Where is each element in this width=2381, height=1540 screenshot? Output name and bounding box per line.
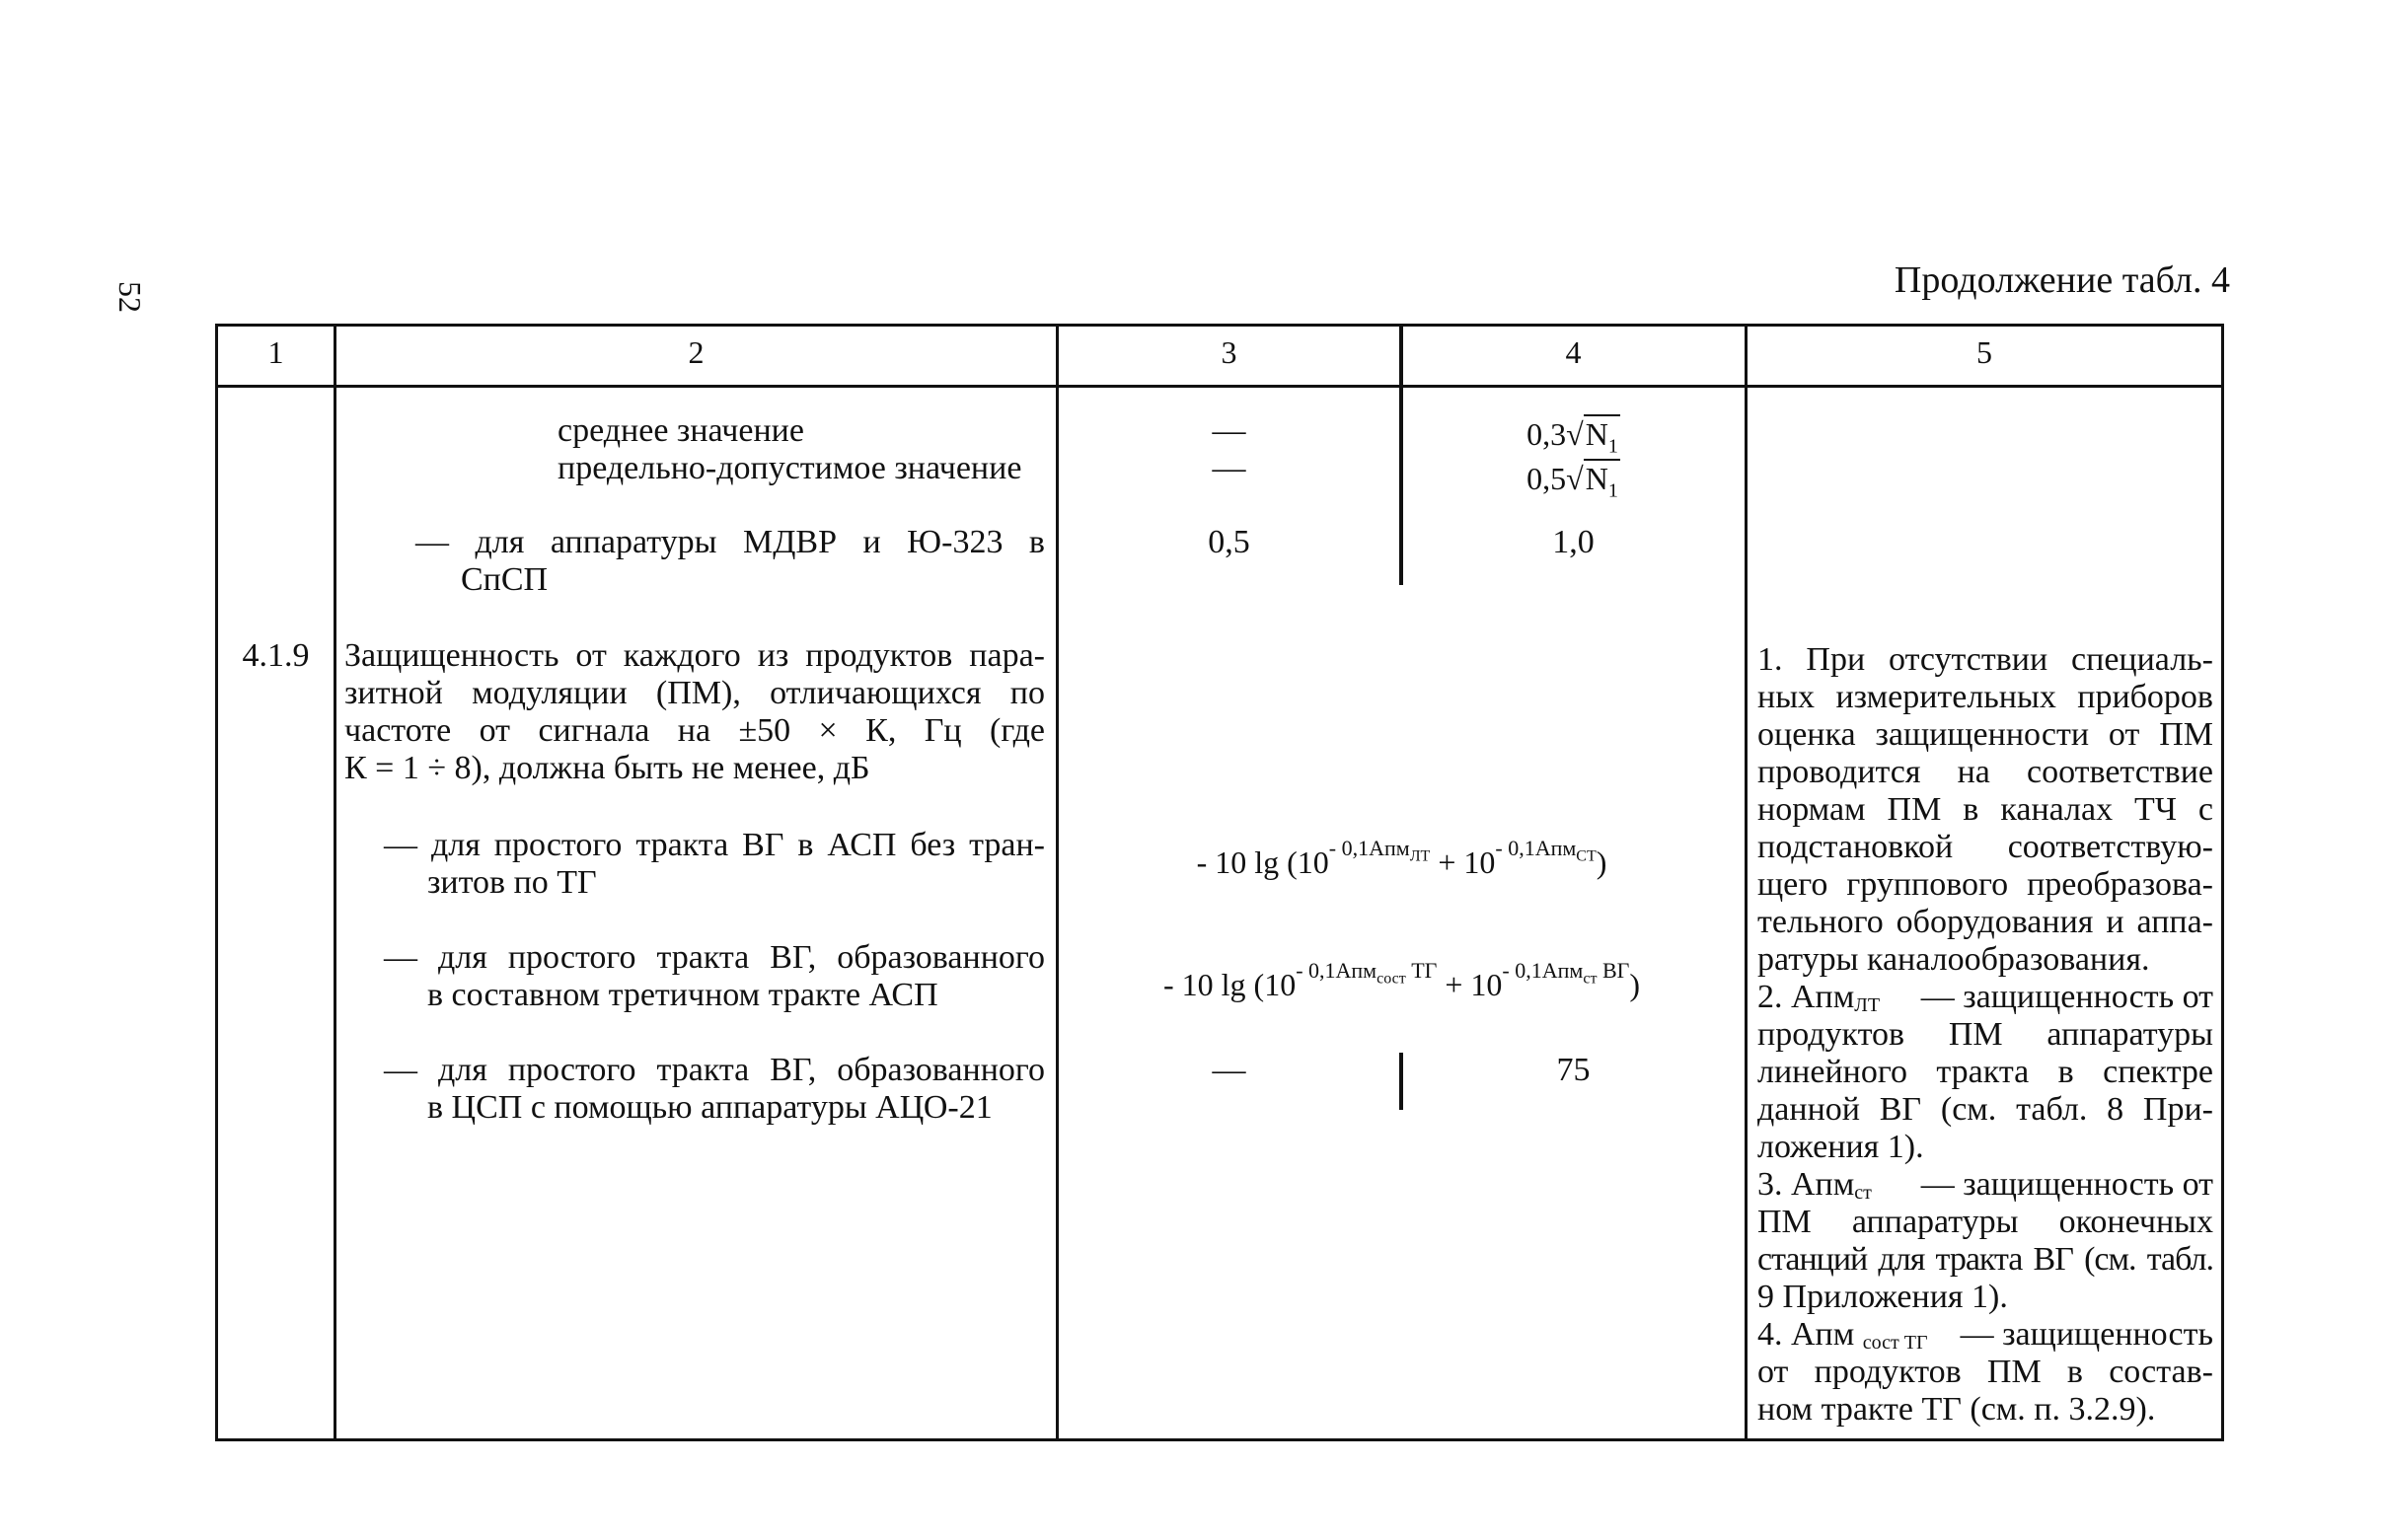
simple-asp-line-2: зитов по ТГ (427, 864, 597, 901)
note-2-head: 2. АпмЛТ — защищенность от (1757, 979, 2213, 1016)
note-1-line: тельного оборудования и аппа- (1757, 904, 2213, 940)
mdvr-col4-value: 1,0 (1552, 524, 1595, 560)
note-4-head: 4. Апм сост ТГ — защищенность (1757, 1316, 2213, 1354)
page-number: 52 (112, 281, 148, 313)
aco-line-2: в ЦСП с помощью аппаратуры АЦО-21 (427, 1089, 993, 1126)
max-allowed-value-col3: — (1212, 450, 1246, 486)
note-1-line: нормам ПМ в каналах ТЧ с (1757, 791, 2213, 828)
column-divider (1745, 327, 1748, 1438)
note-2-line: ложения 1). (1757, 1129, 1924, 1165)
note-1-line: проводится на соответствие (1757, 754, 2213, 790)
aco-col4-value: 75 (1556, 1052, 1591, 1088)
note-1-line: ных измерительных приборов (1757, 679, 2213, 715)
table-4-continuation (215, 324, 2224, 1441)
mdvr-line-2: СпСП (461, 561, 549, 598)
note-3-line: ПМ аппаратуры оконечных (1757, 1204, 2213, 1240)
mdvr-line-1: — для аппаратуры МДВР и Ю-323 в (415, 524, 1045, 560)
note-3-line: 9 Приложения 1). (1757, 1279, 2008, 1315)
table-continuation-title: Продолжение табл. 4 (1894, 259, 2230, 301)
note-1-line: подстановкой соответствую- (1757, 829, 2213, 865)
max-allowed-value-col4: $0,5√N_1$ (1526, 461, 1618, 502)
header-divider (218, 385, 2221, 388)
row-419-desc-line-3: частоте от сигнала на ±50 × К, Гц (где (344, 712, 1045, 749)
note-4-line: ном тракте ТГ (см. п. 3.2.9). (1757, 1391, 2156, 1428)
tertiary-line-2: в составном третичном тракте АСП (427, 977, 938, 1013)
row-419-desc-line-1: Защищенность от каждого из продуктов пара- (344, 637, 1045, 674)
note-1-line: ратуры каналообразования. (1757, 941, 2150, 978)
row-419-desc-line-2: зитной модуляции (ПМ), отличающихся по (344, 675, 1045, 711)
tertiary-line-1: — для простого тракта ВГ, образованного (384, 939, 1045, 976)
note-2-line: данной ВГ (см. табл. 8 При- (1757, 1091, 2213, 1128)
simple-asp-line-1: — для простого тракта ВГ в АСП без тран- (384, 827, 1045, 863)
row-number-4-1-9: 4.1.9 (242, 637, 310, 674)
column-header-1: 1 (267, 334, 284, 370)
note-1-line: щего группового преобразова- (1757, 866, 2213, 903)
note-1-line: оценка защищенности от ПМ (1757, 716, 2213, 753)
mdvr-col3-value: 0,5 (1208, 524, 1250, 560)
column-header-4: 4 (1565, 334, 1582, 370)
note-4-line: от продуктов ПМ в состав- (1757, 1354, 2213, 1390)
note-2-line: продуктов ПМ аппаратуры (1757, 1016, 2213, 1053)
average-value-label: среднее значение (558, 412, 804, 449)
average-value-col3: — (1212, 412, 1246, 449)
note-3-line: станций для тракта ВГ (см. табл. (1757, 1241, 2213, 1278)
column-divider (334, 327, 336, 1438)
aco-line-1: — для простого тракта ВГ, образованного (384, 1052, 1045, 1088)
column-divider (1056, 327, 1059, 1438)
note-3-head: 3. Апмст — защищенность от (1757, 1166, 2213, 1204)
note-2-line: линейного тракта в спектре (1757, 1054, 2213, 1090)
average-value-col4: $0,3√N_1$ (1526, 416, 1618, 458)
formula-simple-asp: - 10 $\lg (10^{- 0,1Апм_{ЛТ}} + 10^{- 0,1Апм_{СТ}})$ (1196, 836, 1607, 880)
column-header-3: 3 (1221, 334, 1237, 370)
column-header-5: 5 (1976, 334, 1992, 370)
row-419-desc-line-4: К = 1 ÷ 8), должна быть не менее, дБ (344, 750, 870, 786)
max-allowed-value-label: предельно-допустимое значение (558, 450, 1022, 486)
formula-tertiary: - 10 $\lg (10^{- 0,1Апм_{сост} ТГ} + 10^{- 0,1Апм_{ст} ВГ})$ (1162, 958, 1640, 1002)
aco-col3-value: — (1212, 1052, 1246, 1088)
note-1-line: 1. При отсутствии специаль- (1757, 641, 2213, 678)
column-header-2: 2 (688, 334, 705, 370)
